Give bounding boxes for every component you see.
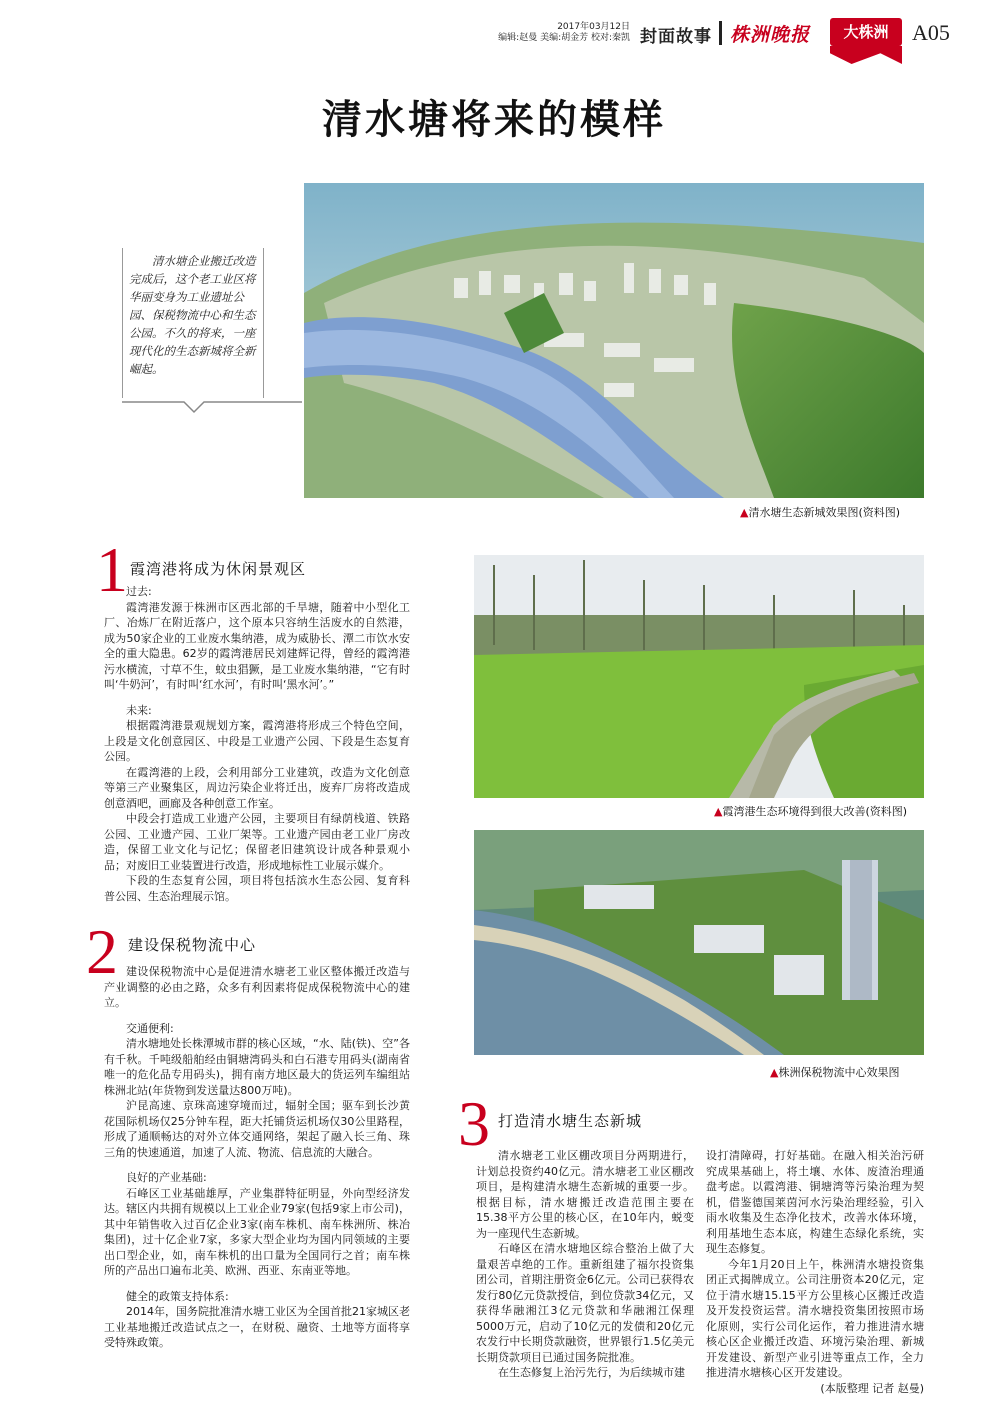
river-caption-text: 霞湾港生态环境得到很大改善(资料图) — [722, 805, 908, 818]
lead-box-arrow — [122, 396, 307, 418]
logistics-caption-text: 株洲保税物流中心效果图 — [778, 1066, 900, 1079]
section-1-paragraph: 霞湾港发源于株洲市区西北部的千旱塘，随着中小型化工厂、冶炼厂在附近落户，这个原本只容纳生活废水的自然港，成为50家企业的工业废水集纳港，成为威胁长、潭二市饮水安全的重大隐患。62岁的霞湾港居民刘建辉记得，曾经的霞湾港污水横流，寸草不生，蚊虫猖獗，是工业废水集纳港，“它有时叫‘牛奶河’，有时叫‘红水河’，有时叫‘黑水河’。” — [104, 600, 410, 691]
section-1-number: 1 — [96, 534, 128, 605]
section-2-label-industry: 良好的产业基础: — [126, 1171, 207, 1184]
caption-triangle-icon: ▲ — [740, 506, 749, 519]
page-number: A05 — [912, 20, 950, 45]
caption-triangle-icon: ▲ — [714, 805, 723, 818]
section-2-label-policy: 健全的政策支持体系: — [126, 1289, 229, 1303]
section-3-paragraph: 今年1月20日上午，株洲清水塘投资集团正式揭牌成立。公司注册资本20亿元，定位于清水塘15.15平方公里核心区搬迁改造及开发投资运营。清水塘投资集团按照市场化原则，实行公司化运作，着力推进清水塘核心区企业搬迁改造、环境污染治理、新城开发建设、新型产业引进等重点工作，全力推进清水塘核心区开发建设。 — [706, 1257, 924, 1379]
section-1-label-future: 未来: — [126, 703, 152, 717]
section-2-paragraph: 沪昆高速、京珠高速穿境而过，辐射全国；驱车到长沙黄花国际机场仅25分钟车程，距大托铺货运机场仅30公里路程，形成了通顺畅达的对外立体交通网络，架起了融入长三角、珠三角的快速通道，加速了人流、物流、信息流的大融合。 — [104, 1099, 410, 1159]
section-3-paragraph: 设打清障碍，打好基础。在融入相关治污研究成果基础上，将土壤、水体、废渣治理通盘考虑。以霞湾港、铜塘湾等污染治理为契机，借鉴德国莱茵河水污染治理经验，引入雨水收集及生态净化技术，改善水体环境，利用基地生态本底，构建生态绿化系统，实现生态修复。 — [706, 1149, 924, 1255]
caption-triangle-icon: ▲ — [770, 1066, 779, 1079]
section-2-intro: 建设保税物流中心是促进清水塘老工业区整体搬迁改造与产业调整的必由之路，众多有利因素将促成保税物流中心的建立。 — [104, 965, 410, 1009]
header-divider — [719, 21, 722, 45]
section-3-column-2 — [706, 1148, 924, 1396]
aerial-city-rendering — [304, 183, 924, 498]
section-3-paragraph: 石峰区在清水塘地区综合整治上做了大量艰苦卓绝的工作。重新组建了福尔投资集团公司，首期注册资金6亿元。公司已获得农发行80亿元贷款授信，到位贷款34亿元，又获得华融湘江3亿元贷款和华融湘江保理5000万元，启动了10亿元的发债和20亿元农发行中长期贷款融资，世界银行1.5亿美元长期贷款项目已通过国务院批准。 — [476, 1242, 694, 1364]
section-3-number: 3 — [458, 1088, 490, 1159]
river-caption — [714, 803, 907, 819]
section-3-column-1 — [476, 1148, 694, 1381]
section-2-label-transport: 交通便利: — [126, 1021, 174, 1035]
aerial-caption-text: 清水塘生态新城效果图(资料图) — [748, 506, 901, 519]
section-2-title: 建设保税物流中心 — [128, 936, 257, 954]
logistics-center-rendering — [474, 830, 924, 1055]
section-1-paragraph: 在霞湾港的上段，会利用部分工业建筑，改造为文化创意等第三产业聚集区，周边污染企业将迁出，废弃厂房将改造成创意酒吧，画廊及各种创意工作室。 — [104, 765, 410, 810]
section-3-title: 打造清水塘生态新城 — [498, 1112, 643, 1130]
river-channel-photo — [474, 555, 924, 798]
aerial-caption — [740, 504, 900, 520]
brand-logo: 大株洲 — [830, 18, 902, 46]
section-2-paragraph: 清水塘地处长株潭城市群的核心区域，“水、陆(铁)、空”各有千秋。千吨级船舶经由铜塘湾码头和白石港专用码头(湖南省唯一的危化品专用码头)，拥有南方地区最大的货运列车编组站株洲北站(年货物到发送量达800万吨)。 — [104, 1037, 410, 1097]
section-1-paragraph: 根据霞湾港景观规划方案，霞湾港将形成三个特色空间，上段是文化创意园区、中段是工业遗产公园、下段是生态复育公园。 — [104, 719, 410, 763]
section-label: 封面故事 — [640, 27, 712, 47]
lead-text: 清水塘企业搬迁改造完成后，这个老工业区将华丽变身为工业遗址公园、保税物流中心和生态公园。不久的将来，一座现代化的生态新城将全新崛起。 — [129, 254, 256, 376]
newspaper-brand: 株洲晚报 — [730, 24, 811, 46]
logistics-caption — [770, 1064, 899, 1080]
section-3-paragraph: 在生态修复上治污先行，为后续城市建 — [498, 1366, 685, 1379]
section-2-paragraph: 2014年，国务院批准清水塘工业区为全国首批21家城区老工业基地搬迁改造试点之一，在财税、融资、土地等方面将享受特殊政策。 — [104, 1305, 410, 1349]
lead-box — [122, 248, 264, 398]
section-1-paragraph: 中段会打造成工业遗产公园，主要项目有绿荫栈道、铁路公园、工业遗产园、工业厂架等。工业遗产园由老工业厂房改造，保留工业文化与记忆；保留老旧建筑设计成各种景观小品；对废旧工业装置进行改造，形成地标性工业展示媒介。 — [104, 812, 410, 872]
section-1-label-past: 过去: — [126, 585, 152, 598]
header-date: 2017年03月12日 — [557, 22, 630, 32]
section-3-paragraph: 清水塘老工业区棚改项目分两期进行，计划总投资约40亿元。清水塘老工业区棚改项目，是构建清水塘生态新城的重要一步。根据目标，清水塘搬迁改造范围主要在15.38平方公里的核心区，在10年内，蜕变为一座现代生态新城。 — [476, 1149, 694, 1240]
section-2-body — [104, 964, 410, 1351]
logo-ribbon-shape — [830, 46, 902, 64]
section-2-number: 2 — [86, 916, 118, 987]
section-2-paragraph: 石峰区工业基础雄厚，产业集群特征明显，外向型经济发达。辖区内共拥有规模以上工业企业79家(包括9家上市公司)，其中年销售收入过百亿企业3家(南车株机、南车株洲所、株冶集团)，过十亿企业7家，多家大型企业均为国内同领域的主要出口型企业，如，南车株机的出口量为全国同行之首；南车株所的产品出口遍布北美、欧洲、西亚、东南亚等地。 — [104, 1186, 410, 1277]
section-1-body — [104, 584, 410, 904]
section-1-title: 霞湾港将成为休闲景观区 — [130, 560, 307, 578]
byline: (本版整理 记者 赵曼) — [820, 1381, 924, 1395]
header-credits: 编辑:赵曼 美编:胡金芳 校对:秦凯 — [498, 33, 630, 43]
section-1-paragraph: 下段的生态复育公园，项目将包括滨水生态公园、复育科普公园、生态治理展示馆。 — [104, 874, 410, 903]
page-title: 清水塘将来的模样 — [322, 96, 666, 143]
